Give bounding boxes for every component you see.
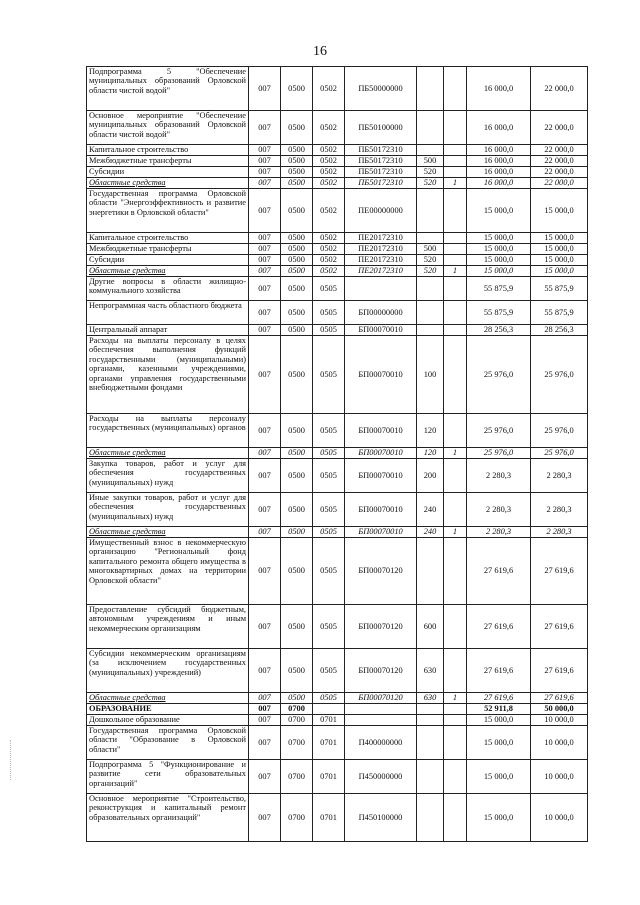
row-ved-cell: 007 [249,301,281,325]
row-name-cell: Государственная программа Орловской области "Образование в Орловской области" [87,726,249,760]
row-vr-cell [417,704,444,715]
row-value1-cell: 25 976,0 [467,414,531,448]
row-rz-cell: 0500 [281,459,313,493]
row-rz-cell: 0500 [281,605,313,649]
row-ved-cell: 007 [249,459,281,493]
row-vr-cell [417,277,444,301]
row-csr-cell: БП00070120 [345,693,417,704]
row-rz-cell: 0700 [281,715,313,726]
table-row [87,325,588,336]
row-rz-cell: 0500 [281,538,313,605]
row-value2-cell: 25 976,0 [531,414,588,448]
row-vr-cell: 630 [417,649,444,693]
row-pr-cell: 0505 [313,277,345,301]
table-row [87,336,588,414]
table-row [87,760,588,794]
row-csr-cell: БП00070120 [345,538,417,605]
row-pr-cell: 0505 [313,301,345,325]
row-pr-cell: 0502 [313,167,345,178]
row-ved-cell: 007 [249,145,281,156]
row-ved-cell: 007 [249,178,281,189]
row-vr-cell [417,189,444,233]
row-vr-cell: 100 [417,336,444,414]
row-rz-cell: 0500 [281,178,313,189]
row-value2-cell: 27 619,6 [531,538,588,605]
row-csr-cell: ПБ50100000 [345,111,417,145]
row-src-cell [444,167,467,178]
row-name-cell: Субсидии некоммерческим организациям (за исключением государственных (муниципальных) учреждений) [87,649,249,693]
table-row [87,255,588,266]
row-value2-cell: 10 000,0 [531,715,588,726]
row-ved-cell: 007 [249,156,281,167]
row-value2-cell: 50 000,0 [531,704,588,715]
row-csr-cell: ПБ50172310 [345,156,417,167]
row-name-cell: Иные закупки товаров, работ и услуг для обеспечения государственных (муниципальных) нужд [87,493,249,527]
row-vr-cell: 120 [417,414,444,448]
row-csr-cell: ПБ50000000 [345,67,417,111]
row-value1-cell: 15 000,0 [467,726,531,760]
row-csr-cell: БП00070010 [345,325,417,336]
row-ved-cell: 007 [249,693,281,704]
row-ved-cell: 007 [249,167,281,178]
row-src-cell [444,493,467,527]
row-name-cell: Предоставление субсидий бюджетным, автономным учреждениям и иным некоммерческим организациям [87,605,249,649]
row-ved-cell: 007 [249,760,281,794]
table-row [87,527,588,538]
row-csr-cell: БП00070120 [345,605,417,649]
row-ved-cell: 007 [249,414,281,448]
row-value1-cell: 16 000,0 [467,167,531,178]
table-row [87,704,588,715]
row-vr-cell [417,538,444,605]
row-value1-cell: 15 000,0 [467,715,531,726]
row-rz-cell: 0500 [281,145,313,156]
row-src-cell: 1 [444,266,467,277]
row-name-cell: Подпрограмма 5 "Функционирование и развитие сети образовательных организаций" [87,760,249,794]
row-value2-cell: 25 976,0 [531,336,588,414]
row-rz-cell: 0500 [281,266,313,277]
row-rz-cell: 0500 [281,336,313,414]
row-value2-cell: 2 280,3 [531,459,588,493]
row-pr-cell: 0701 [313,726,345,760]
row-vr-cell [417,111,444,145]
row-value1-cell: 15 000,0 [467,794,531,842]
table-row [87,111,588,145]
row-name-cell: Областные средства [87,527,249,538]
row-rz-cell: 0500 [281,233,313,244]
row-value2-cell: 22 000,0 [531,167,588,178]
row-csr-cell: ПБ50172310 [345,167,417,178]
row-src-cell [444,189,467,233]
row-ved-cell: 007 [249,111,281,145]
row-pr-cell: 0701 [313,760,345,794]
row-value2-cell: 22 000,0 [531,67,588,111]
row-csr-cell [345,715,417,726]
row-ved-cell: 007 [249,538,281,605]
row-name-cell: Расходы на выплаты персоналу в целях обеспечения выполнения функций государственными (муниципальными) органами, казенными учреждениями, органами управления государственными внебюджетными фондами [87,336,249,414]
row-value1-cell: 16 000,0 [467,156,531,167]
row-vr-cell [417,145,444,156]
row-value2-cell: 25 976,0 [531,448,588,459]
row-value2-cell: 27 619,6 [531,605,588,649]
table-row [87,167,588,178]
row-pr-cell: 0505 [313,693,345,704]
row-name-cell: Непрограммная часть областного бюджета [87,301,249,325]
row-name-cell: Областные средства [87,693,249,704]
row-pr-cell: 0505 [313,527,345,538]
row-rz-cell: 0500 [281,111,313,145]
row-value1-cell: 15 000,0 [467,760,531,794]
row-src-cell [444,145,467,156]
row-value2-cell: 22 000,0 [531,145,588,156]
row-ved-cell: 007 [249,715,281,726]
row-name-cell: Другие вопросы в области жилищно-коммунального хозяйства [87,277,249,301]
table-row [87,414,588,448]
row-src-cell: 1 [444,693,467,704]
row-ved-cell: 007 [249,266,281,277]
row-rz-cell: 0500 [281,325,313,336]
row-value2-cell: 15 000,0 [531,244,588,255]
row-value2-cell: 10 000,0 [531,760,588,794]
row-pr-cell: 0502 [313,178,345,189]
row-rz-cell: 0500 [281,693,313,704]
row-csr-cell: П450000000 [345,760,417,794]
row-name-cell: Основное мероприятие "Обеспечение муниципальных образований Орловской области чистой водой" [87,111,249,145]
table-row [87,448,588,459]
row-value2-cell: 2 280,3 [531,493,588,527]
row-rz-cell: 0500 [281,649,313,693]
row-ved-cell: 007 [249,726,281,760]
row-name-cell: Центральный аппарат [87,325,249,336]
margin-mark [10,740,14,780]
row-rz-cell: 0500 [281,301,313,325]
table-row [87,244,588,255]
row-vr-cell: 240 [417,493,444,527]
row-pr-cell: 0502 [313,189,345,233]
row-value1-cell: 27 619,6 [467,605,531,649]
row-vr-cell: 500 [417,244,444,255]
row-ved-cell: 007 [249,67,281,111]
row-ved-cell: 007 [249,493,281,527]
row-vr-cell [417,726,444,760]
row-src-cell: 1 [444,448,467,459]
row-vr-cell [417,67,444,111]
row-value2-cell: 2 280,3 [531,527,588,538]
row-rz-cell: 0500 [281,493,313,527]
row-name-cell: Субсидии [87,167,249,178]
row-src-cell [444,726,467,760]
table-row [87,726,588,760]
row-name-cell: Расходы на выплаты персоналу государственных (муниципальных) органов [87,414,249,448]
row-value1-cell: 15 000,0 [467,189,531,233]
row-value1-cell: 2 280,3 [467,527,531,538]
row-name-cell: Дошкольное образование [87,715,249,726]
row-src-cell [444,605,467,649]
row-src-cell [444,336,467,414]
row-pr-cell: 0502 [313,255,345,266]
row-value2-cell: 10 000,0 [531,794,588,842]
row-value1-cell: 16 000,0 [467,178,531,189]
table-row [87,693,588,704]
row-pr-cell: 0505 [313,538,345,605]
row-pr-cell: 0505 [313,605,345,649]
row-csr-cell: ПБ50172310 [345,145,417,156]
row-value1-cell: 15 000,0 [467,233,531,244]
row-ved-cell: 007 [249,255,281,266]
row-csr-cell: БП00000000 [345,301,417,325]
row-ved-cell: 007 [249,277,281,301]
row-src-cell [444,255,467,266]
row-src-cell [444,459,467,493]
row-csr-cell: ПЕ00000000 [345,189,417,233]
row-rz-cell: 0500 [281,448,313,459]
row-ved-cell: 007 [249,649,281,693]
row-value2-cell: 22 000,0 [531,178,588,189]
row-name-cell: Капитальное строительство [87,145,249,156]
row-src-cell [444,538,467,605]
row-rz-cell: 0500 [281,67,313,111]
table-row [87,649,588,693]
row-csr-cell: БП00070010 [345,459,417,493]
row-pr-cell: 0502 [313,145,345,156]
row-name-cell: Межбюджетные трансферты [87,156,249,167]
row-ved-cell: 007 [249,244,281,255]
table-row [87,189,588,233]
row-rz-cell: 0700 [281,794,313,842]
row-pr-cell: 0505 [313,493,345,527]
row-value1-cell: 16 000,0 [467,145,531,156]
row-src-cell [444,704,467,715]
row-pr-cell: 0505 [313,649,345,693]
row-src-cell [444,301,467,325]
row-src-cell [444,67,467,111]
row-value2-cell: 10 000,0 [531,726,588,760]
row-csr-cell: ПЕ20172310 [345,266,417,277]
row-rz-cell: 0700 [281,726,313,760]
row-value2-cell: 55 875,9 [531,277,588,301]
row-src-cell [444,649,467,693]
row-value2-cell: 27 619,6 [531,693,588,704]
table-row [87,178,588,189]
table-row [87,794,588,842]
row-vr-cell: 120 [417,448,444,459]
row-vr-cell [417,325,444,336]
table-row [87,538,588,605]
row-value1-cell: 15 000,0 [467,244,531,255]
row-vr-cell: 520 [417,178,444,189]
budget-table-body [87,67,588,842]
row-vr-cell [417,760,444,794]
row-vr-cell [417,715,444,726]
row-value1-cell: 27 619,6 [467,649,531,693]
row-csr-cell [345,704,417,715]
row-value1-cell: 16 000,0 [467,111,531,145]
row-src-cell [444,111,467,145]
table-row [87,277,588,301]
row-value1-cell: 15 000,0 [467,255,531,266]
row-value2-cell: 27 619,6 [531,649,588,693]
row-src-cell [444,325,467,336]
row-value1-cell: 55 875,9 [467,277,531,301]
row-pr-cell: 0505 [313,459,345,493]
row-csr-cell [345,277,417,301]
row-pr-cell: 0502 [313,244,345,255]
row-csr-cell: БП00070010 [345,336,417,414]
row-value2-cell: 28 256,3 [531,325,588,336]
row-csr-cell: П450100000 [345,794,417,842]
row-rz-cell: 0500 [281,277,313,301]
row-csr-cell: БП00070010 [345,527,417,538]
row-pr-cell [313,704,345,715]
row-pr-cell: 0502 [313,111,345,145]
row-src-cell: 1 [444,527,467,538]
row-csr-cell: БП00070010 [345,448,417,459]
row-csr-cell: ПЕ20172310 [345,233,417,244]
row-value1-cell: 25 976,0 [467,336,531,414]
row-src-cell [444,244,467,255]
row-name-cell: Государственная программа Орловской области "Энергоэффективность и развитие энергетики в Орловской области" [87,189,249,233]
row-value1-cell: 25 976,0 [467,448,531,459]
row-rz-cell: 0500 [281,414,313,448]
table-row [87,493,588,527]
row-csr-cell: ПБ50172310 [345,178,417,189]
row-src-cell [444,277,467,301]
row-src-cell [444,156,467,167]
row-rz-cell: 0700 [281,704,313,715]
row-pr-cell: 0505 [313,414,345,448]
row-value1-cell: 27 619,6 [467,538,531,605]
row-csr-cell: ПЕ20172310 [345,255,417,266]
row-ved-cell: 007 [249,704,281,715]
row-pr-cell: 0505 [313,336,345,414]
row-csr-cell: БП00070010 [345,414,417,448]
row-pr-cell: 0701 [313,794,345,842]
row-vr-cell [417,301,444,325]
row-src-cell [444,233,467,244]
row-value2-cell: 15 000,0 [531,255,588,266]
row-src-cell [444,414,467,448]
row-name-cell: Областные средства [87,178,249,189]
row-ved-cell: 007 [249,605,281,649]
row-rz-cell: 0500 [281,244,313,255]
row-vr-cell: 500 [417,156,444,167]
page-number: 16 [313,44,327,59]
row-rz-cell: 0500 [281,156,313,167]
budget-table-wrapper [86,66,588,842]
row-ved-cell: 007 [249,189,281,233]
row-rz-cell: 0500 [281,255,313,266]
row-pr-cell: 0502 [313,266,345,277]
row-name-cell: Областные средства [87,448,249,459]
row-value2-cell: 15 000,0 [531,189,588,233]
row-name-cell: Основное мероприятие "Строительство, реконструкция и капитальный ремонт образовательных организаций" [87,794,249,842]
row-pr-cell: 0502 [313,67,345,111]
row-rz-cell: 0500 [281,167,313,178]
row-value2-cell: 22 000,0 [531,111,588,145]
row-vr-cell: 200 [417,459,444,493]
row-name-cell: Капитальное строительство [87,233,249,244]
row-csr-cell: БП00070010 [345,493,417,527]
row-csr-cell: П400000000 [345,726,417,760]
row-src-cell [444,715,467,726]
row-name-cell: Подпрограмма 5 "Обеспечение муниципальных образований Орловской области чистой водой" [87,67,249,111]
row-value1-cell: 2 280,3 [467,459,531,493]
table-row [87,605,588,649]
row-ved-cell: 007 [249,336,281,414]
row-ved-cell: 007 [249,794,281,842]
row-value2-cell: 15 000,0 [531,233,588,244]
table-row [87,715,588,726]
row-vr-cell: 520 [417,167,444,178]
table-row [87,459,588,493]
row-src-cell [444,794,467,842]
row-vr-cell: 630 [417,693,444,704]
table-row [87,266,588,277]
row-pr-cell: 0502 [313,156,345,167]
row-name-cell: ОБРАЗОВАНИЕ [87,704,249,715]
row-name-cell: Закупка товаров, работ и услуг для обеспечения государственных (муниципальных) нужд [87,459,249,493]
row-vr-cell: 520 [417,266,444,277]
row-vr-cell [417,233,444,244]
row-value1-cell: 55 875,9 [467,301,531,325]
table-row [87,233,588,244]
row-vr-cell: 520 [417,255,444,266]
table-row [87,156,588,167]
row-ved-cell: 007 [249,325,281,336]
row-pr-cell: 0505 [313,325,345,336]
row-vr-cell [417,794,444,842]
row-csr-cell: ПЕ20172310 [345,244,417,255]
row-csr-cell: БП00070120 [345,649,417,693]
row-ved-cell: 007 [249,527,281,538]
row-pr-cell: 0505 [313,448,345,459]
row-value2-cell: 22 000,0 [531,156,588,167]
row-src-cell: 1 [444,178,467,189]
row-name-cell: Имущественный взнос в некоммерческую организацию "Региональный фонд капитального ремонта общего имущества в многоквартирных домах на территории Орловской области" [87,538,249,605]
table-row [87,301,588,325]
row-ved-cell: 007 [249,233,281,244]
row-value1-cell: 15 000,0 [467,266,531,277]
row-value1-cell: 52 911,8 [467,704,531,715]
row-value1-cell: 2 280,3 [467,493,531,527]
row-pr-cell: 0502 [313,233,345,244]
row-src-cell [444,760,467,794]
row-rz-cell: 0500 [281,189,313,233]
row-name-cell: Областные средства [87,266,249,277]
row-name-cell: Субсидии [87,255,249,266]
table-row [87,145,588,156]
row-rz-cell: 0700 [281,760,313,794]
table-row [87,67,588,111]
row-value1-cell: 16 000,0 [467,67,531,111]
row-ved-cell: 007 [249,448,281,459]
row-rz-cell: 0500 [281,527,313,538]
row-name-cell: Межбюджетные трансферты [87,244,249,255]
row-value1-cell: 28 256,3 [467,325,531,336]
row-pr-cell: 0701 [313,715,345,726]
budget-table [86,66,588,842]
row-value1-cell: 27 619,6 [467,693,531,704]
row-value2-cell: 15 000,0 [531,266,588,277]
row-value2-cell: 55 875,9 [531,301,588,325]
row-vr-cell: 600 [417,605,444,649]
row-vr-cell: 240 [417,527,444,538]
